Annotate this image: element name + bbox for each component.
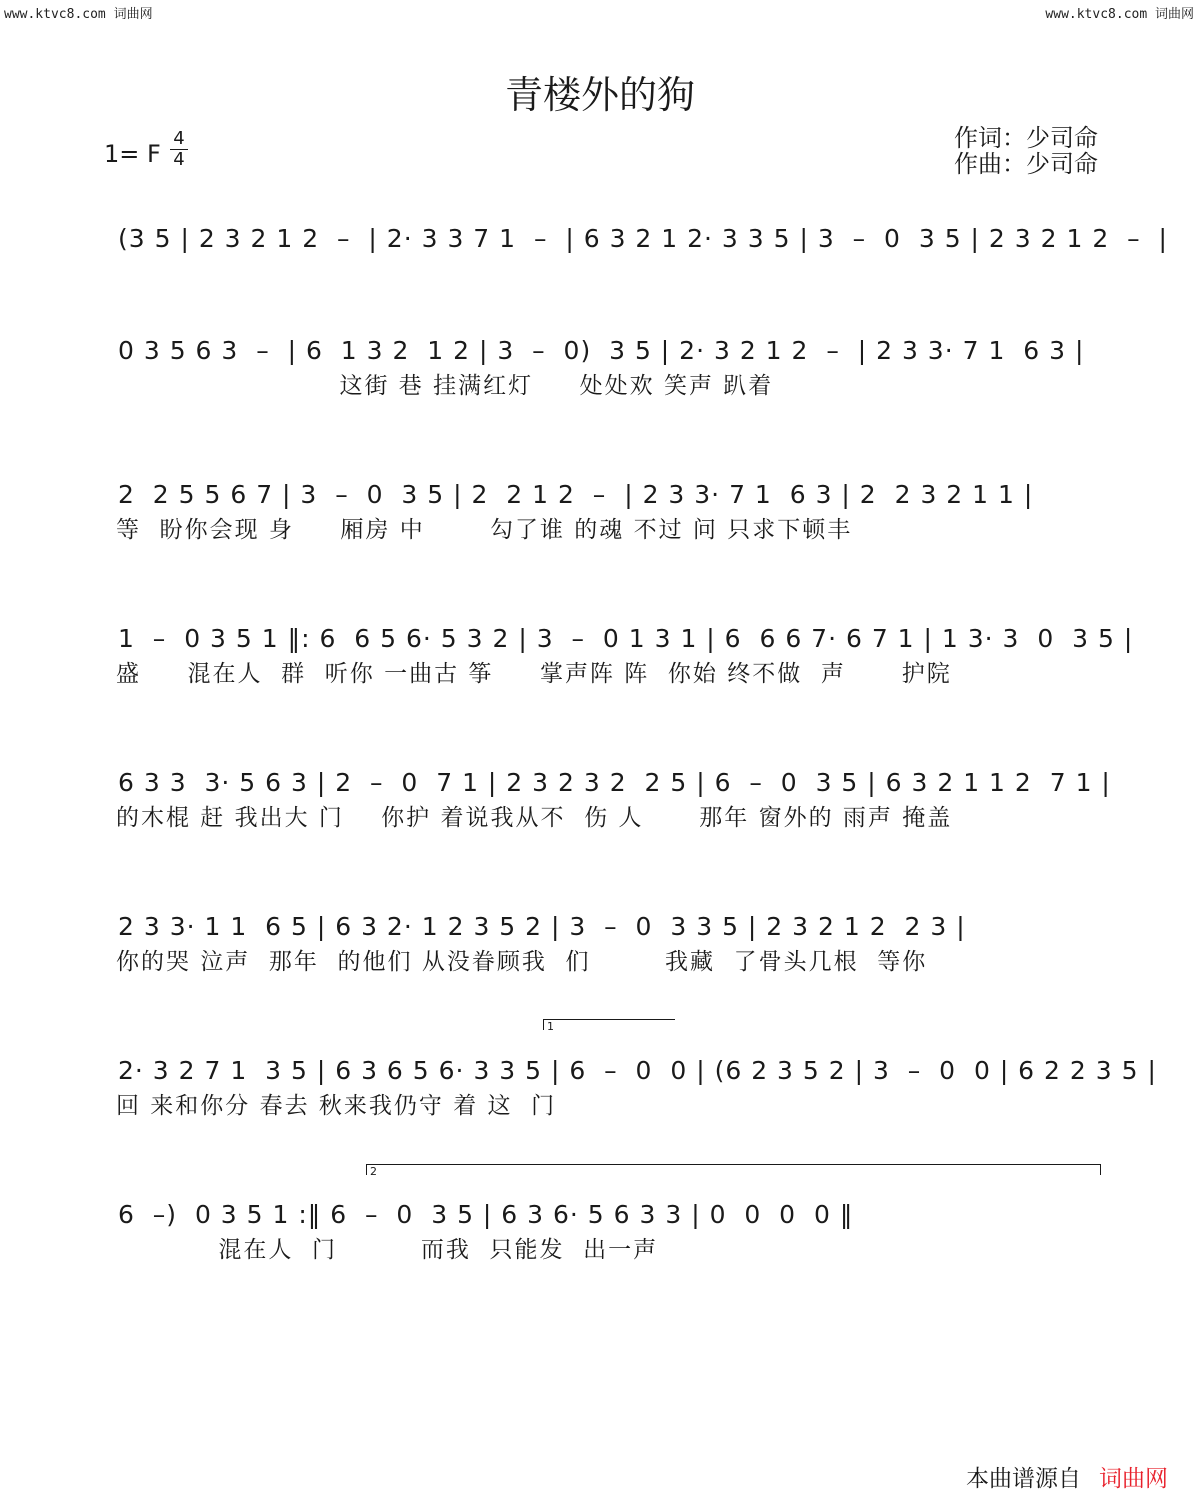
notation-line-3: 2 2 5 5 6 7 | 3 – 0 3 5 | 2 2 1 2 – | 2 3 3· 7 1 6 3 | 2 2 3 2 1 1 | — [118, 480, 1034, 509]
time-signature-bottom: 4 — [173, 149, 185, 170]
lyrics-line-4: 盛 混在人 群 听你 一曲古 筝 掌声阵 阵 你始 终不做 声 护院 — [116, 661, 952, 687]
lyricist-credit: 作词：少司命 — [954, 124, 1098, 152]
notation-line-5: 6 3 3 3· 5 6 3 | 2 – 0 7 1 | 2 3 2 3 2 2 5 | 6 – 0 3 5 | 6 3 2 1 1 2 7 1 | — [118, 768, 1111, 797]
lyrics-line-8: 混在人 门 而我 只能发 出一声 — [116, 1237, 659, 1263]
source-credit — [966, 1460, 1168, 1493]
watermark-right: www.ktvc8.com 词曲网 — [1045, 7, 1194, 22]
notation-line-2: 0 3 5 6 3 – | 6 1 3 2 1 2 | 3 – 0) 3 5 | 2· 3 2 1 2 – | 2 3 3· 7 1 6 3 | — [118, 336, 1085, 365]
notation-line-8: 6 –) 0 3 5 1 :‖ 6 – 0 3 5 | 6 3 6· 5 6 3 3 | 0 0 0 0 ‖ — [118, 1200, 854, 1229]
notation-line-4: 1 – 0 3 5 1 ‖: 6 6 5 6· 5 3 2 | 3 – 0 1 3 1 | 6 6 6 7· 6 7 1 | 1 3· 3 0 3 5 | — [118, 624, 1134, 653]
notation-line-6: 2 3 3· 1 1 6 5 | 6 3 2· 1 2 3 5 2 | 3 – 0 3 3 5 | 2 3 2 1 2 2 3 | — [118, 912, 966, 941]
lyrics-line-6: 你的哭 泣声 那年 的他们 从没眷顾我 们 我藏 了骨头几根 等你 — [116, 949, 928, 975]
time-signature — [170, 130, 188, 169]
lyrics-line-2: 这街 巷 挂满红灯 处处欢 笑声 趴着 — [116, 373, 774, 399]
lyrics-line-5: 的木棍 赶 我出大 门 你护 着说我从不 伤 人 那年 窗外的 雨声 掩盖 — [116, 805, 953, 831]
volta-bracket-2: 2 — [366, 1164, 1101, 1175]
composer-credit: 作曲：少司命 — [954, 150, 1098, 178]
source-brand-link[interactable]: 词曲网 — [1099, 1466, 1168, 1492]
time-signature-top: 4 — [173, 128, 185, 149]
volta-bracket-1: 1 — [543, 1019, 675, 1030]
lyrics-line-7: 回 来和你分 春去 秋来我仍守 着 这 门 — [116, 1093, 557, 1119]
watermark-left: www.ktvc8.com 词曲网 — [4, 7, 153, 22]
song-title: 青楼外的狗 — [504, 73, 695, 117]
key-signature: 1= F — [104, 140, 161, 168]
source-label: 本曲谱源自 — [966, 1466, 1081, 1492]
notation-line-1: (3 5 | 2 3 2 1 2 – | 2· 3 3 7 1 – | 6 3 2 1 2· 3 3 5 | 3 – 0 3 5 | 2 3 2 1 2 – | — [118, 224, 1168, 253]
lyrics-line-3: 等 盼你会现 身 厢房 中 勾了谁 的魂 不过 问 只求下顿丰 — [116, 517, 853, 543]
notation-line-7: 2· 3 2 7 1 3 5 | 6 3 6 5 6· 3 3 5 | 6 – 0 0 | (6 2 3 5 2 | 3 – 0 0 | 6 2 2 3 5 | — [118, 1056, 1157, 1085]
